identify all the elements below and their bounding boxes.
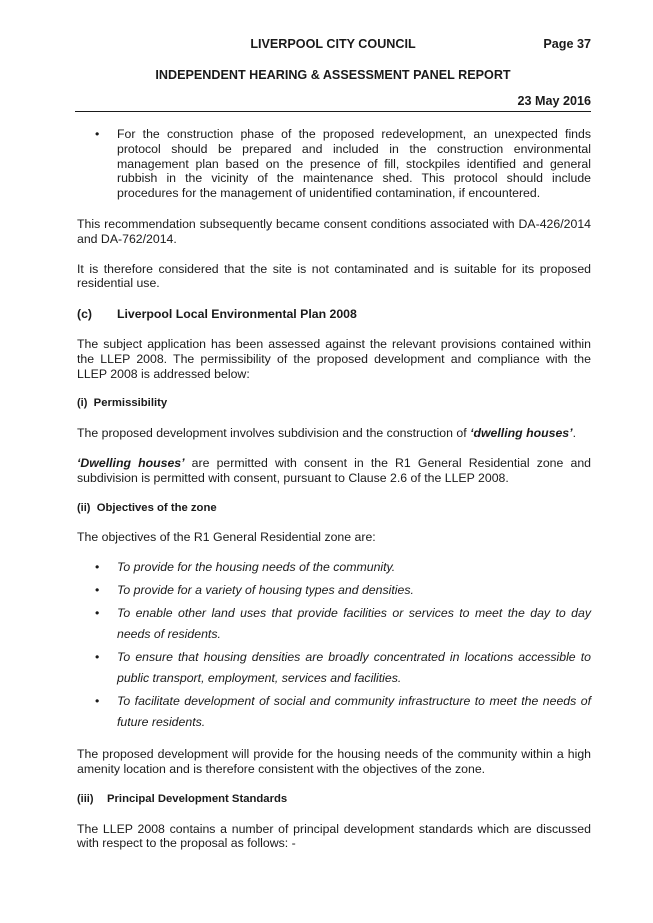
contamination-paragraph: It is therefore considered that the site is not contaminated and is suitable for its proposed residential use.	[77, 261, 591, 291]
subsection-heading-ii	[77, 501, 591, 516]
section-number: (c)	[77, 307, 93, 322]
section-title: Liverpool Local Environmental Plan 2008	[117, 307, 357, 322]
report-date: 23 May 2016	[517, 94, 591, 108]
subsection-number: (iii)	[77, 792, 94, 805]
objectives-intro: The objectives of the R1 General Residential zone are:	[77, 530, 376, 545]
section-heading-c	[77, 307, 591, 322]
subsection-title: Objectives of the zone	[96, 501, 217, 514]
objectives-list	[77, 557, 591, 733]
recommendation-paragraph: This recommendation subsequently became consent conditions associated with DA-426/2014 and DA-762/2014.	[77, 216, 591, 246]
subsection-heading-i	[77, 396, 591, 411]
list-item: • To provide for the housing needs of the community.	[77, 557, 591, 578]
subsection-heading-iii	[77, 792, 591, 807]
permitted-paragraph	[77, 456, 591, 486]
permitted-text: are permitted with consent in the R1 General Residential zone and subdivision is permitted with consent, pursuant to Clause 2.6 of the LLEP 2008.	[77, 455, 591, 485]
involves-suffix: .	[572, 426, 576, 441]
involves-paragraph	[77, 426, 591, 441]
consistent-paragraph: The proposed development will provide for the housing needs of the community within a high amenity location and is therefore consistent with the objectives of the zone.	[77, 747, 591, 776]
involves-text: The proposed development involves subdivision and the construction of	[77, 426, 471, 441]
subsection-number: (ii)	[77, 501, 91, 514]
subsection-title: Principal Development Standards	[107, 792, 288, 805]
dwelling-houses-term: ‘dwelling houses’	[470, 426, 573, 441]
list-item: • To facilitate development of social and community infrastructure to meet the needs of future residents.	[77, 691, 591, 733]
list-item: • To ensure that housing densities are broadly concentrated in locations accessible to public transport, employment, services and facilities.	[77, 647, 591, 689]
subsection-number: (i)	[77, 397, 88, 410]
header-divider	[75, 111, 591, 112]
dwelling-houses-term: ‘Dwelling houses’	[77, 455, 185, 470]
list-item: • To provide for a variety of housing types and densities.	[77, 580, 591, 601]
list-item: • To enable other land uses that provide facilities or services to meet the day to day needs of residents.	[77, 603, 591, 645]
council-name: LIVERPOOL CITY COUNCIL	[250, 37, 416, 51]
subsection-title: Permissibility	[93, 397, 168, 410]
assessed-paragraph: The subject application has been assessed against the relevant provisions contained within the LLEP 2008. The permissibility of the proposed development and compliance with the LLEP 2008 is addressed below:	[77, 336, 591, 381]
report-title: INDEPENDENT HEARING & ASSESSMENT PANEL REPORT	[155, 68, 511, 82]
construction-bullet: • For the construction phase of the proposed redevelopment, an unexpected finds protocol should be prepared and included in the construction environmental management plan based on the presence of fill, stockpiles identified and general rubbish in the vicinity of the maintenance shed. This protocol should include procedures for the management of unidentified contamination, if encountered.	[77, 127, 591, 201]
document-body	[77, 127, 591, 851]
standards-paragraph: The LLEP 2008 contains a number of principal development standards which are discussed with respect to the proposal as follows: -	[77, 821, 591, 851]
page-number: Page 37	[543, 37, 591, 51]
page-header	[75, 37, 591, 53]
